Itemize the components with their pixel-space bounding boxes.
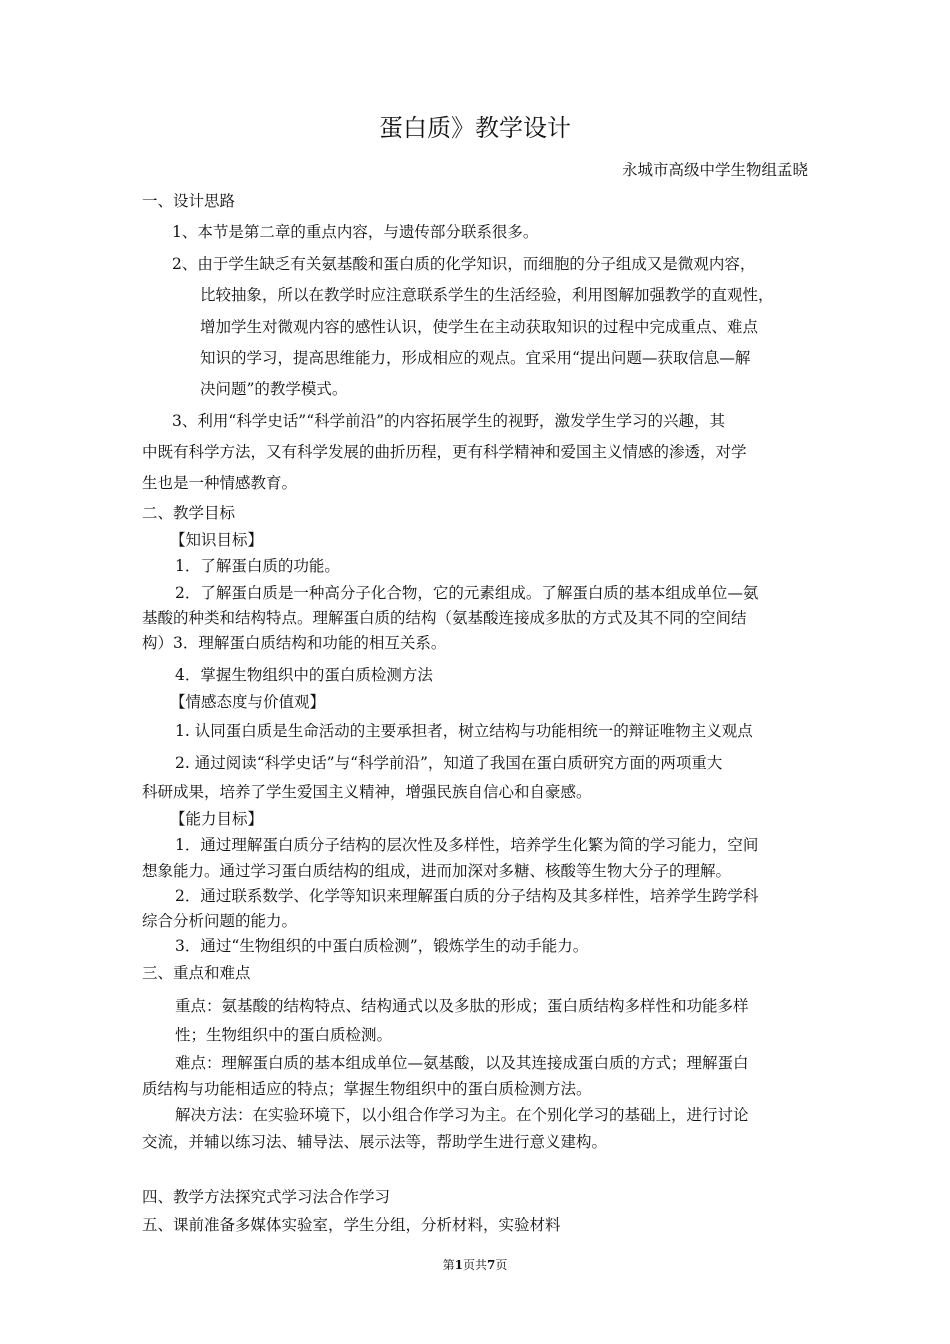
paragraph-line: 2. 通过阅读“科学史话”与“科学前沿”，知道了我国在蛋白质研究方面的两项重大 [175, 754, 723, 772]
section-heading-key-points: 三、重点和难点 [142, 964, 251, 982]
paragraph-line: 2．了解蛋白质是一种高分子化合物，它的元素组成。了解蛋白质的基本组成单位—氨 [175, 584, 759, 602]
section-heading-goals: 二、教学目标 [142, 504, 236, 522]
footer-prefix: 第 [442, 1258, 455, 1272]
document-author: 永城市高级中学生物组孟晓 [621, 161, 808, 179]
paragraph-line: 增加学生对微观内容的感性认识，使学生在主动获取知识的过程中完成重点、难点 [200, 318, 759, 336]
paragraph-line: 科研成果，培养了学生爱国主义精神，增强民族自信心和自豪感。 [142, 783, 592, 801]
section-heading-preparation: 五、课前准备多媒体实验室，学生分组，分析材料，实验材料 [142, 1216, 561, 1234]
subheading-knowledge: 【知识目标】 [170, 531, 264, 549]
paragraph-line: 重点：氨基酸的结构特点、结构通式以及多肽的形成；蛋白质结构多样性和功能多样 [175, 997, 749, 1015]
footer-suffix: 页 [495, 1258, 508, 1272]
paragraph-line: 1、本节是第二章的重点内容，与遗传部分联系很多。 [172, 223, 539, 241]
paragraph-line: 1. 认同蛋白质是生命活动的主要承担者，树立结构与功能相统一的辩证唯物主义观点 [175, 722, 753, 740]
subheading-ability: 【能力目标】 [170, 810, 264, 828]
subheading-attitude: 【情感态度与价值观】 [170, 693, 326, 711]
footer-mid: 页共 [462, 1258, 487, 1272]
paragraph-line: 构）3．理解蛋白质结构和功能的相互关系。 [142, 634, 447, 652]
paragraph-line: 2、由于学生缺乏有关氨基酸和蛋白质的化学知识，而细胞的分子组成又是微观内容， [172, 255, 756, 273]
paragraph-line: 难点：理解蛋白质的基本组成单位—氨基酸，以及其连接成蛋白质的方式；理解蛋白 [175, 1054, 749, 1072]
paragraph-line: 1．通过理解蛋白质分子结构的层次性及多样性，培养学生化繁为简的学习能力，空间 [175, 836, 759, 854]
paragraph-line: 中既有科学方法，又有科学发展的曲折历程，更有科学精神和爱国主义情感的渗透，对学 [142, 443, 747, 461]
paragraph-line: 性；生物组织中的蛋白质检测。 [175, 1026, 393, 1044]
paragraph-line: 3、利用“科学史话”“科学前沿”的内容拓展学生的视野，激发学生学习的兴趣，其 [172, 412, 726, 430]
paragraph-line: 2．通过联系数学、化学等知识来理解蛋白质的分子结构及其多样性，培养学生跨学科 [175, 887, 759, 905]
footer-total-pages: 7 [487, 1258, 496, 1272]
section-heading-design: 一、设计思路 [142, 192, 236, 210]
paragraph-line: 解决方法：在实验环境下，以小组合作学习为主。在个别化学习的基础上，进行讨论 [175, 1106, 749, 1124]
paragraph-line: 知识的学习，提高思维能力，形成相应的观点。宜采用“提出问题—获取信息—解 [200, 349, 751, 367]
paragraph-line: 生也是一种情感教育。 [142, 474, 298, 492]
section-heading-methods: 四、教学方法探究式学习法合作学习 [142, 1188, 391, 1206]
paragraph-line: 质结构与功能相适应的特点；掌握生物组织中的蛋白质检测方法。 [142, 1080, 592, 1098]
paragraph-line: 决问题”的教学模式。 [200, 380, 348, 398]
paragraph-line: 综合分析问题的能力。 [142, 912, 298, 930]
document-title: 蛋白质》教学设计 [379, 114, 571, 142]
paragraph-line: 1．了解蛋白质的功能。 [175, 557, 340, 575]
paragraph-line: 4．掌握生物组织中的蛋白质检测方法 [175, 666, 433, 684]
page-footer [0, 1257, 950, 1273]
paragraph-line: 想象能力。通过学习蛋白质结构的组成，进而加深对多糖、核酸等生物大分子的理解。 [142, 862, 732, 880]
paragraph-line: 交流，并辅以练习法、辅导法、展示法等，帮助学生进行意义建构。 [142, 1133, 608, 1151]
paragraph-line: 比较抽象，所以在教学时应注意联系学生的生活经验，利用图解加强教学的直观性， [200, 286, 774, 304]
paragraph-line: 基酸的种类和结构特点。理解蛋白质的结构（氨基酸连接成多肽的方式及其不同的空间结 [142, 609, 747, 627]
paragraph-line: 3．通过“生物组织的中蛋白质检测”，锻炼学生的动手能力。 [175, 937, 589, 955]
footer-page-number: 1 [454, 1258, 463, 1272]
